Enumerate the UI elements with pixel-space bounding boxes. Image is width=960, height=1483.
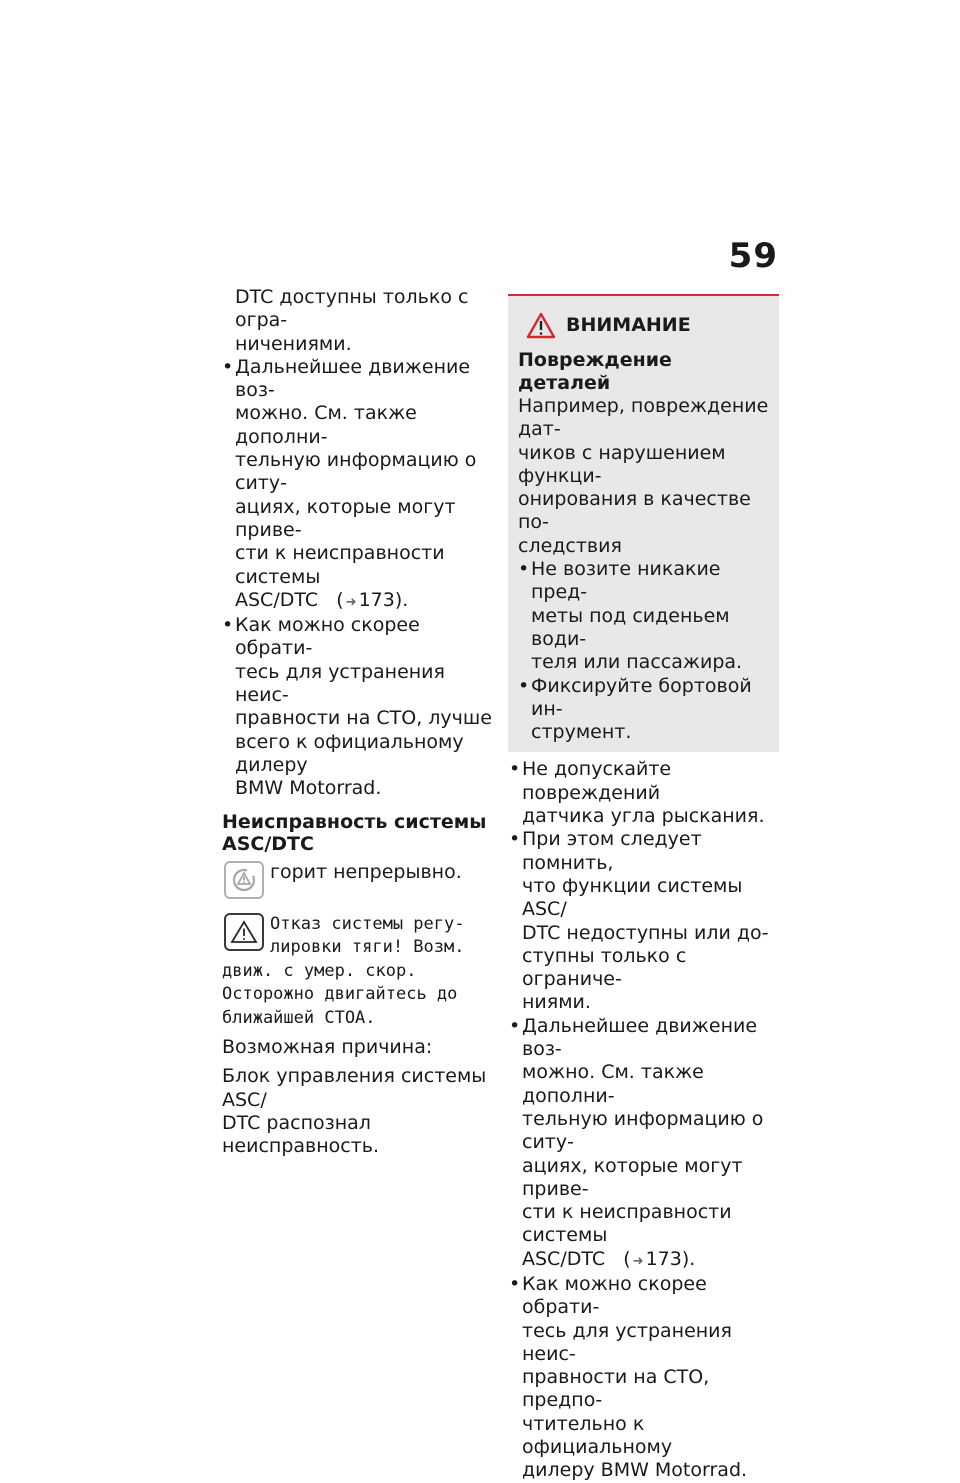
text-line: тесь для устранения неис- bbox=[235, 660, 445, 707]
text-line: ступны только с ограниче- bbox=[522, 944, 687, 991]
text-line: DTC доступны только с огра- bbox=[235, 286, 469, 332]
display-message-row bbox=[222, 913, 494, 960]
list-item bbox=[518, 558, 769, 674]
left-column bbox=[222, 286, 494, 1159]
reference-page: 173). bbox=[358, 588, 409, 611]
text-line: ниями. bbox=[522, 991, 591, 1014]
text-line: можно. См. также дополни- bbox=[522, 1061, 704, 1107]
text-line: DTC недоступны или до- bbox=[522, 921, 769, 944]
text-line: правности на СТО, предпо- bbox=[522, 1366, 710, 1412]
text-line: онирования в качестве по- bbox=[518, 488, 751, 534]
display-line: движ. с умер. скор. bbox=[222, 960, 417, 981]
text-line: следствия bbox=[518, 534, 622, 557]
asc-indicator-icon bbox=[224, 861, 264, 899]
display-line: Отказ системы регу- bbox=[270, 913, 465, 934]
text-line: всего к официальному дилеру bbox=[235, 730, 464, 776]
text-line: • Дальнейшее движение воз- bbox=[235, 355, 471, 402]
right-column bbox=[509, 294, 779, 1483]
reference-label: ASC/DTC bbox=[522, 1247, 606, 1270]
reference-arrow-icon: ➜ bbox=[345, 594, 357, 610]
text-line: ациях, которые могут приве- bbox=[522, 1154, 743, 1200]
cause-text bbox=[222, 1065, 494, 1158]
text-line: Например, повреждение дат- bbox=[518, 395, 769, 441]
continued-text bbox=[222, 286, 494, 356]
reference-arrow-icon: ➜ bbox=[632, 1253, 644, 1269]
text-line: тельную информацию о ситу- bbox=[235, 449, 477, 495]
page-reference: ASC/DTC ( ➜ 173). bbox=[522, 1248, 779, 1273]
text-line: • Как можно скорее обрати- bbox=[235, 614, 420, 660]
text-line: • Фиксируйте бортовой ин- bbox=[531, 674, 752, 720]
reference-label: ASC/DTC bbox=[235, 588, 319, 611]
text-line: теля или пассажира. bbox=[531, 651, 743, 674]
display-line: ближайшей СТОА. bbox=[222, 1007, 376, 1028]
text-line: струмент. bbox=[531, 721, 632, 744]
text-line: • При этом следует помнить, bbox=[522, 828, 702, 874]
text-line: сти к неисправности системы bbox=[235, 542, 445, 588]
warning-text bbox=[518, 395, 769, 558]
text-line: • Дальнейшее движение воз- bbox=[522, 1014, 758, 1061]
text-line: дилеру BMW Motorrad. bbox=[522, 1459, 748, 1482]
text-line: сти к неисправности системы bbox=[522, 1201, 732, 1247]
indicator-row bbox=[222, 861, 494, 899]
right-list bbox=[509, 758, 779, 1482]
text-line: что функции системы ASC/ bbox=[522, 874, 743, 921]
list-item bbox=[518, 675, 769, 745]
cause-label: Возможная причина: bbox=[222, 1036, 433, 1059]
heading-line: Неисправность системы bbox=[222, 810, 487, 833]
text-line: Блок управления системы ASC/ bbox=[222, 1065, 487, 1111]
display-line: лировки тяги! Возм. bbox=[270, 937, 465, 958]
list-item bbox=[509, 758, 779, 828]
text-line: • Не возите никакие пред- bbox=[531, 558, 721, 604]
list-item bbox=[509, 1273, 779, 1483]
warning-triangle-icon bbox=[224, 913, 264, 951]
list-item bbox=[222, 614, 494, 800]
text-line: можно. См. также дополни- bbox=[235, 402, 417, 448]
text-line: BMW Motorrad. bbox=[235, 777, 382, 800]
text-line: тесь для устранения неис- bbox=[522, 1319, 732, 1365]
list-item bbox=[509, 828, 779, 1014]
text-line: • Как можно скорее обрати- bbox=[522, 1272, 707, 1319]
page-number: 59 bbox=[728, 236, 778, 276]
display-message bbox=[270, 913, 464, 960]
text-line: ничениями. bbox=[235, 332, 352, 355]
text-line: DTC распознал неисправность. bbox=[222, 1111, 380, 1158]
text-line: ациях, которые могут приве- bbox=[235, 495, 456, 541]
text-line: меты под сиденьем води- bbox=[531, 604, 730, 650]
list-item bbox=[222, 356, 494, 614]
text-line: • Не допускайте повреждений bbox=[522, 758, 672, 804]
warning-triangle-icon bbox=[526, 312, 556, 339]
reference-page: 173). bbox=[645, 1247, 696, 1270]
display-message-cont bbox=[222, 960, 494, 1031]
display-line: Осторожно двигайтесь до bbox=[222, 984, 458, 1005]
page-reference: ASC/DTC ( ➜ 173). bbox=[235, 589, 494, 614]
list-item bbox=[509, 1015, 779, 1273]
warning-box bbox=[508, 294, 779, 752]
text-line: чиков с нарушением функци- bbox=[518, 441, 726, 487]
warning-subtitle: Повреждение деталей bbox=[518, 349, 672, 394]
text-line: датчика угла рыскания. bbox=[522, 805, 765, 828]
warning-title bbox=[526, 312, 769, 339]
text-line: правности на СТО, лучше bbox=[235, 707, 492, 730]
text-line: тельную информацию о ситу- bbox=[522, 1107, 764, 1154]
warning-title-text: ВНИМАНИЕ bbox=[566, 313, 691, 336]
section-heading bbox=[222, 811, 494, 855]
text-line: чтительно к официальному bbox=[522, 1412, 673, 1459]
indicator-status-text: горит непрерывно. bbox=[270, 860, 462, 883]
heading-line: ASC/DTC bbox=[222, 832, 314, 855]
